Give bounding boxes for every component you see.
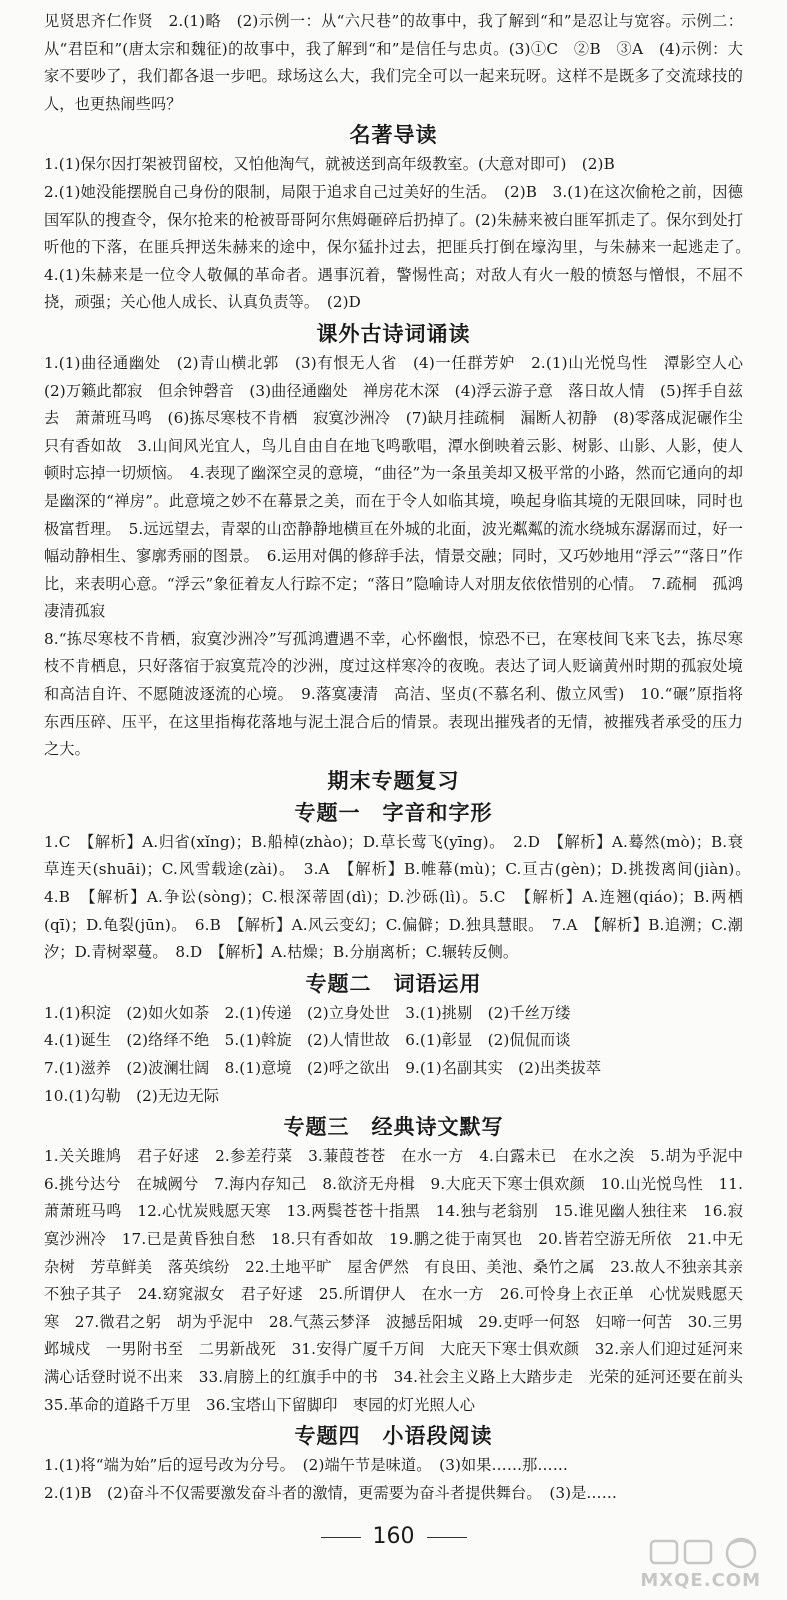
topic-number: 专题一 [294, 800, 361, 825]
answer-paragraph: 1.(1)曲径通幽处 (2)青山横北郭 (3)有恨无人省 (4)一任群芳妒 2.(1)山光悦鸟性 潭影空人心 (2)万籁此都寂 但余钟磬音 (3)曲径通幽处 禅房花木深 (4)浮云游子意 落日故人情 (5)挥手自兹去 萧萧班马鸣 (6)拣尽寒枝不肯栖 寂寞沙洲冷 (7)缺月挂疏桐 漏断人初静 (8)零落成泥碾作尘 只有香如故 3.山间风光宜人，鸟儿自由自在地飞鸣歌唱，潭水倒映着云影、树影、山影、人影，使人顿时忘掉一切烦恼。 4.表现了幽深空灵的意境，“曲径”为一条虽美却又极平常的小路，然而它通向的却是幽深的“禅房”。此意境之妙不在幕景之美，而在于令人如临其境，唤起身临其境的无限回味，同时也极富哲理。 5.远远望去，青翠的山峦静静地横亘在外城的北面，波光粼粼的流水绕城东潺潺而过，好一幅动静相生、寥廓秀丽的图景。 6.运用对偶的修辞手法，情景交融；同时，又巧妙地用“浮云”“落日”作比，来表明心意。“浮云”象征着友人行踪不定；“落日”隐喻诗人对朋友依依惜别的心情。 7.疏桐 孤鸿 凄清孤寂 [44, 353, 759, 621]
topic-number: 专题二 [305, 971, 372, 996]
topic-title: 字音和字形 [382, 800, 493, 825]
topic-heading [44, 1421, 743, 1451]
section-heading: 课外古诗词诵读 [316, 321, 471, 346]
topic-heading [44, 1112, 743, 1142]
topic-number: 专题四 [294, 1424, 361, 1449]
answer-paragraph: 7.(1)滋养 (2)波澜壮阔 8.(1)意境 (2)呼之欲出 9.(1)名副其实 (2)出类拔萃 [44, 1059, 602, 1077]
topic-title: 小语段阅读 [382, 1424, 493, 1449]
right-dash [427, 1537, 467, 1538]
answer-paragraph: 1.(1)积淀 (2)如火如荼 2.(1)传递 (2)立身处世 3.(1)挑剔 (2)千丝万缕 [44, 1003, 571, 1022]
answer-paragraph: 1.C 【解析】A.归省(xǐng)；B.船棹(zhào)；D.草长莺飞(yīng)。 2.D 【解析】A.蓦然(mò)；B.衰草连天(shuāi)；C.风雪载途(zài)。 3.A 【解析】B.帷幕(mù)；C.亘古(gèn)；D.挑拨离间(jiàn)。 4.B 【解析】A.争讼(sòng)；C.根深蒂固(dì)；D.沙砾(lì)。5.C 【解析】A.连翘(qiáo)；B.两栖(qī)；D.龟裂(jūn)。 6.B 【解析】A.风云变幻；C.偏僻；D.独具慧眼。 7.A 【解析】B.追溯；C.潮汐；D.青树翠蔓。 8.D 【解析】A.枯燥；B.分崩离析；C.辗转反侧。 [44, 832, 759, 962]
answer-paragraph: 见贤思齐仁作贤 2.(1)略 (2)示例一：从“六尺巷”的故事中，我了解到“和”是忍让与宽容。示例二：从“君臣和”(唐太宗和魏征)的故事中，我了解到“和”是信任与忠贞。(3)①C ②B ③A (4)示例：大家不要吵了，我们都各退一步吧。球场这么大，我们完全可以一起来玩呀。这样不是既多了交流球技的人，也更热闹些吗？ [44, 12, 743, 113]
topic-title: 经典诗文默写 [371, 1115, 504, 1140]
answer-paragraph: 2.(1)B (2)奋斗不仅需要激发奋斗者的激情，更需要为奋斗者提供舞台。 (3)是…… [44, 1483, 617, 1502]
section-heading: 名著导读 [349, 123, 438, 148]
answer-content [44, 8, 759, 1507]
topic-heading [44, 969, 743, 999]
answer-paragraph: 1.(1)将“端为始”后的逗号改为分号。 (2)端午节是味道。 (3)如果……那…… [44, 1456, 568, 1475]
page-number-text: 160 [372, 1524, 415, 1549]
answer-paragraph: 4.(1)诞生 (2)络绎不绝 5.(1)斡旋 (2)人情世故 6.(1)彰显 (2)侃侃而谈 [44, 1031, 571, 1050]
topic-number: 专题三 [283, 1115, 350, 1140]
watermark-text: MXQE.COM [640, 1570, 761, 1591]
answer-paragraph: 10.(1)勾勒 (2)无边无际 [44, 1086, 220, 1105]
answer-paragraph: 2.(1)她没能摆脱自己身份的限制，局限于追求自己过美好的生活。 (2)B 3.(1)在这次偷枪之前，因德国军队的搜查令，保尔抢来的枪被哥哥阿尔焦姆砸碎后扔掉了。(2)朱赫来被白匪军抓走了。保尔到处打听他的下落，在匪兵押送朱赫来的途中，保尔猛扑过去，把匪兵打倒在壕沟里，与朱赫来一起逃走了。 4.(1)朱赫来是一位令人敬佩的革命者。遇事沉着，警惕性高；对敌人有火一般的愤怒与憎恨，不屈不挠，顽强；关心他人成长、认真负责等。 (2)D [44, 182, 759, 312]
answer-paragraph: 1.关关雎鸠 君子好逑 2.参差荇菜 3.蒹葭苍苍 在水一方 4.白露未已 在水之涘 5.胡为乎泥中 6.挑兮达兮 在城阙兮 7.海内存知己 8.欲济无舟楫 9.大庇天下寒士俱欢颜 10.山光悦鸟性 11.萧萧班马鸣 12.心忧炭贱愿天寒 13.两鬓苍苍十指黑 14.独与老翁别 15.谁见幽人独往来 16.寂寞沙洲冷 17.已是黄昏独自愁 18.只有香如故 19.鹏之徙于南冥也 20.皆若空游无所依 21.中无杂树 芳草鲜美 落英缤纷 22.土地平旷 屋舍俨然 有良田、美池、桑竹之属 23.故人不独亲其亲 不独子其子 24.窈窕淑女 君子好逑 25.所谓伊人 在水一方 26.可怜身上衣正单 心忧炭贱愿天寒 27.微君之躬 胡为乎泥中 28.气蒸云梦泽 波撼岳阳城 29.吏呼一何怒 妇啼一何苦 30.三男邺城戍 一男附书至 二男新战死 31.安得广厦千万间 大庇天下寒士俱欢颜 32.亲人们迎过延河来 满心话登时说不出来 33.肩膀上的红旗手中的书 34.社会主义路上大踏步走 光荣的延河还要在前头 35.革命的道路千万里 36.宝塔山下留脚印 枣园的灯光照人心 [44, 1147, 759, 1414]
answer-paragraph: 8.“拣尽寒枝不肯栖，寂寞沙洲冷”写孤鸿遭遇不幸，心怀幽恨，惊恐不已，在寒枝间飞来飞去，拣尽寒枝不肯栖息，只好落宿于寂寞荒冷的沙洲，度过这样寒冷的夜晚。表达了词人贬谪黄州时期的孤寂处境和高洁自许、不愿随波逐流的心境。 9.落寞凄清 高洁、坚贞(不慕名利、傲立风雪) 10.“碾”原指将东西压碎、压平，在这里指梅花落地与泥土混合后的情景。表现出摧残者的无情，被摧残者承受的压力之大。 [44, 629, 743, 759]
topic-heading [44, 798, 743, 828]
watermark-logo [633, 1535, 765, 1593]
topic-title: 词语运用 [393, 971, 482, 996]
watermark-icon [633, 1535, 765, 1575]
left-dash [321, 1537, 361, 1538]
answer-paragraph: 1.(1)保尔因打架被罚留校，又怕他淘气，就被送到高年级教室。(大意对即可) (2)B [44, 155, 615, 174]
section-heading: 期末专题复习 [327, 768, 460, 793]
